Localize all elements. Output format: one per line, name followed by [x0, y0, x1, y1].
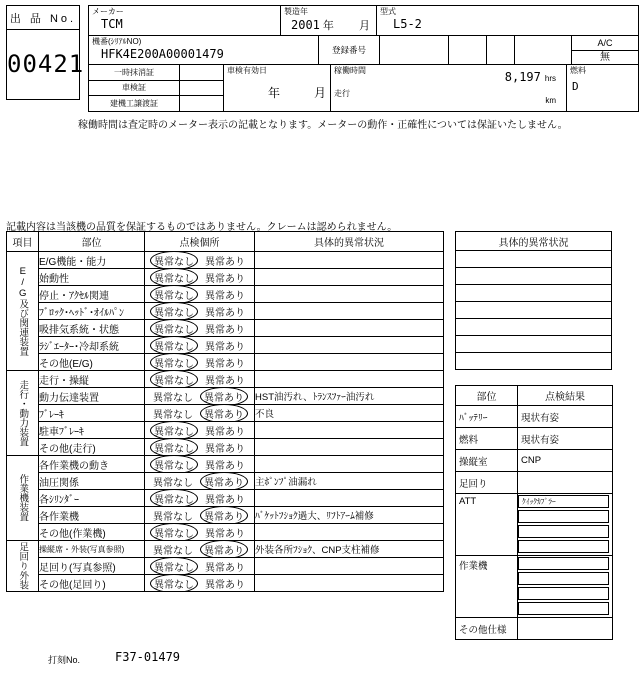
part-name: その他(作業機)	[39, 524, 145, 541]
check-cell	[145, 507, 255, 524]
shaken-cell	[223, 64, 331, 112]
inspection-row	[7, 371, 444, 388]
inspection-row	[7, 320, 444, 337]
inspection-row	[7, 473, 444, 490]
part-name: その他(足回り)	[39, 575, 145, 592]
part-name: 動力伝達装置	[39, 388, 145, 405]
result-row	[456, 494, 613, 556]
detail-status-row	[456, 336, 612, 353]
check-options	[145, 576, 254, 591]
group-label: 走行・動力装置	[7, 371, 39, 456]
col-header-check: 点検個所	[145, 232, 255, 252]
exhibit-number-value: 00421	[7, 50, 85, 78]
ac-cell	[571, 35, 639, 65]
detail-status-row	[456, 268, 612, 285]
detail-status-body	[456, 251, 612, 370]
status-ng-label: 異常あり	[205, 426, 245, 438]
check-options	[145, 389, 254, 404]
serial-label: 機番(ｼﾘｱﾙNO)	[92, 37, 142, 46]
result-box	[518, 557, 609, 570]
status-ng-label: 異常あり	[205, 443, 245, 455]
check-cell	[145, 575, 255, 592]
shaken-year-unit: 年	[267, 86, 280, 100]
inspection-row	[7, 303, 444, 320]
check-cell	[145, 422, 255, 439]
meter-note: 稼働時間は査定時のメーター表示の記載となります。メーターの動作・正確性については保証いたしません。	[78, 120, 568, 131]
inspection-row	[7, 439, 444, 456]
check-options	[145, 270, 254, 285]
check-options	[145, 304, 254, 319]
inspection-row	[7, 388, 444, 405]
status-ok-label: 異常なし	[150, 490, 198, 507]
group-label: 作業機装置	[7, 456, 39, 541]
check-options	[145, 287, 254, 302]
registration-box-4	[514, 35, 572, 65]
result-value	[518, 618, 613, 640]
check-options	[145, 321, 254, 336]
status-ok-label: 異常なし	[150, 252, 198, 269]
result-part: ATT	[456, 494, 518, 556]
result-boxes	[518, 556, 613, 618]
status-ng-label: 異常あり	[205, 528, 245, 540]
status-ng-label: 異常あり	[205, 273, 245, 285]
remark: 不良	[255, 405, 444, 422]
status-ng-label: 異常あり	[200, 541, 248, 558]
detail-status-row	[456, 302, 612, 319]
check-cell	[145, 541, 255, 558]
quality-note: 記載内容は当該機の品質を保証するものではありません。クレームは認められません。	[6, 222, 398, 233]
result-part: 燃料	[456, 428, 518, 450]
registration-box-1	[379, 35, 449, 65]
mfg-year-cell	[280, 5, 377, 36]
check-options	[145, 372, 254, 387]
result-value	[518, 472, 613, 494]
detail-status-row	[456, 353, 612, 370]
status-ok-label: 異常なし	[150, 422, 198, 439]
remark	[255, 371, 444, 388]
inspection-row	[7, 541, 444, 558]
status-ok-label: 異常なし	[153, 409, 193, 421]
remark: 主ﾎﾟﾝﾌﾟ油漏れ	[255, 473, 444, 490]
remark	[255, 303, 444, 320]
result-row	[456, 406, 613, 428]
remark	[255, 337, 444, 354]
check-options	[145, 355, 254, 370]
remark: ﾊﾞｹｯﾄﾌｼｮｸ過大、ﾘﾌﾄｱｰﾑ補修	[255, 507, 444, 524]
result-col-part: 部位	[456, 386, 518, 406]
result-box	[518, 525, 609, 538]
result-value: CNP	[518, 450, 613, 472]
cert-row-label: 車検証	[89, 80, 180, 96]
detail-status-cell	[456, 353, 612, 370]
status-ng-label: 異常あり	[205, 256, 245, 268]
status-ok-label: 異常なし	[150, 337, 198, 354]
detail-status-row	[456, 285, 612, 302]
result-value: 現状有姿	[518, 428, 613, 450]
status-ok-label: 異常なし	[150, 439, 198, 456]
check-options	[145, 338, 254, 353]
status-ng-label: 異常あり	[205, 324, 245, 336]
part-name: ﾌﾞﾚｰｷ	[39, 405, 145, 422]
part-name: 走行・操縦	[39, 371, 145, 388]
check-options	[145, 508, 254, 523]
check-cell	[145, 320, 255, 337]
result-part: 操縦室	[456, 450, 518, 472]
remark	[255, 456, 444, 473]
group-label: E/G及び関連装置	[7, 252, 39, 371]
result-value: 現状有姿	[518, 406, 613, 428]
check-cell	[145, 286, 255, 303]
check-cell	[145, 456, 255, 473]
model-cell	[376, 5, 639, 36]
status-ok-label: 異常なし	[150, 286, 198, 303]
check-cell	[145, 558, 255, 575]
check-options	[145, 457, 254, 472]
remark	[255, 286, 444, 303]
remark	[255, 439, 444, 456]
model-label: 型式	[380, 7, 396, 16]
check-cell	[145, 405, 255, 422]
part-name: 各ｼﾘﾝﾀﾞｰ	[39, 490, 145, 507]
result-part: 作業機	[456, 556, 518, 618]
detail-status-row	[456, 319, 612, 336]
check-cell	[145, 473, 255, 490]
part-name: E/G機能・能力	[39, 252, 145, 269]
check-options	[145, 253, 254, 268]
travel-label: 走行	[334, 89, 350, 98]
check-cell	[145, 490, 255, 507]
part-name: 各作業機の動き	[39, 456, 145, 473]
status-ng-label: 異常あり	[205, 562, 245, 574]
hours-value: 8,197	[504, 69, 541, 84]
status-ok-label: 異常なし	[153, 477, 193, 489]
fuel-cell	[566, 64, 639, 112]
ac-value: 無	[600, 52, 610, 63]
status-ok-label: 異常なし	[150, 320, 198, 337]
check-options	[145, 474, 254, 489]
remark	[255, 422, 444, 439]
status-ng-label: 異常あり	[200, 405, 248, 422]
check-options	[145, 406, 254, 421]
result-row	[456, 450, 613, 472]
check-options	[145, 491, 254, 506]
status-ng-label: 異常あり	[205, 460, 245, 472]
result-boxes	[518, 494, 613, 556]
check-cell	[145, 303, 255, 320]
remark	[255, 490, 444, 507]
fuel-label: 燃料	[570, 66, 586, 75]
status-ng-label: 異常あり	[205, 494, 245, 506]
detail-status-cell	[456, 251, 612, 268]
status-ok-label: 異常なし	[150, 575, 198, 592]
status-ng-label: 異常あり	[205, 341, 245, 353]
mfg-month-unit: 月	[359, 20, 370, 32]
status-ng-label: 異常あり	[200, 507, 248, 524]
result-row	[456, 428, 613, 450]
part-name: ﾌﾞﾛｯｸ･ﾍｯﾄﾞ･ｵｲﾙﾊﾟﾝ	[39, 303, 145, 320]
remark: 外装各所ﾌｼｮｸ、CNP支柱補修	[255, 541, 444, 558]
col-header-item: 項目	[7, 232, 39, 252]
result-box	[518, 602, 609, 615]
remark	[255, 320, 444, 337]
part-name: その他(走行)	[39, 439, 145, 456]
serial-value: HFK4E200A00001479	[101, 47, 224, 61]
inspection-row	[7, 269, 444, 286]
result-part: その他仕様	[456, 618, 518, 640]
check-cell	[145, 371, 255, 388]
serial-cell	[88, 35, 319, 65]
status-ng-label: 異常あり	[205, 307, 245, 319]
hours-unit: hrs	[544, 74, 556, 83]
part-name: その他(E/G)	[39, 354, 145, 371]
exhibit-number-box	[6, 5, 85, 100]
inspection-row	[7, 286, 444, 303]
check-options	[145, 440, 254, 455]
detail-status-cell	[456, 302, 612, 319]
result-part: 足回り	[456, 472, 518, 494]
registration-number-label: 登録番号	[331, 45, 366, 55]
status-ng-label: 異常あり	[205, 358, 245, 370]
status-ok-label: 異常なし	[153, 545, 193, 557]
part-name: 操縦席・外装(写真参照)	[39, 541, 145, 558]
hours-label: 稼働時間	[334, 66, 366, 75]
mfg-year-label: 製造年	[284, 7, 308, 16]
result-row	[456, 556, 613, 618]
inspection-table	[6, 231, 444, 592]
check-cell	[145, 388, 255, 405]
ac-label: A/C	[572, 36, 638, 51]
result-part: ﾊﾞｯﾃﾘｰ	[456, 406, 518, 428]
registration-number-cell	[318, 35, 380, 65]
remark: HST油汚れ、ﾄﾗﾝｽﾌｧｰ油汚れ	[255, 388, 444, 405]
check-cell	[145, 269, 255, 286]
shaken-label: 車検有効日	[227, 66, 267, 75]
col-header-part: 部位	[39, 232, 145, 252]
inspection-body	[7, 252, 444, 592]
status-ok-label: 異常なし	[150, 558, 198, 575]
check-cell	[145, 439, 255, 456]
cert-row-value	[180, 65, 224, 81]
detail-status-header: 具体的異常状況	[456, 232, 612, 251]
inspection-row	[7, 422, 444, 439]
result-box: ｸｲｯｸｶﾌﾟﾗｰ	[518, 495, 609, 508]
part-name: 吸排気系統・状態	[39, 320, 145, 337]
stamp-no-value: F37-01479	[115, 650, 181, 664]
certificates-table	[88, 64, 224, 112]
maker-cell	[88, 5, 281, 36]
status-ng-label: 異常あり	[205, 579, 245, 591]
col-header-detail: 具体的異常状況	[255, 232, 444, 252]
result-box	[518, 510, 609, 523]
check-cell	[145, 354, 255, 371]
inspection-row	[7, 524, 444, 541]
model-value: L5-2	[393, 17, 422, 31]
part-name: ﾗｼﾞｴｰﾀｰ･冷却系統	[39, 337, 145, 354]
stamp-no-label: 打刻No.	[48, 655, 81, 665]
inspection-row	[7, 405, 444, 422]
result-box	[518, 540, 609, 553]
part-name: 油圧関係	[39, 473, 145, 490]
status-ok-label: 異常なし	[150, 303, 198, 320]
status-ok-label: 異常なし	[150, 354, 198, 371]
inspection-row	[7, 252, 444, 269]
result-box	[518, 572, 609, 585]
status-ng-label: 異常あり	[205, 375, 245, 387]
check-result-body	[456, 406, 613, 640]
exhibit-number-label: 出 品 No.	[7, 6, 79, 30]
detail-status-cell	[456, 268, 612, 285]
result-row	[456, 618, 613, 640]
detail-status-cell	[456, 285, 612, 302]
cert-row-label: 建機工譲渡証	[89, 96, 180, 112]
maker-label: メーカー	[92, 7, 124, 16]
status-ok-label: 異常なし	[150, 524, 198, 541]
cert-row-label: 一時抹消証	[89, 65, 180, 81]
inspection-row	[7, 558, 444, 575]
travel-unit: km	[545, 95, 556, 105]
inspection-row	[7, 354, 444, 371]
check-result-table	[455, 385, 613, 640]
mfg-year-value: 2001	[291, 18, 320, 32]
status-ok-label: 異常なし	[153, 511, 193, 523]
remark	[255, 354, 444, 371]
status-ng-label: 異常あり	[200, 388, 248, 405]
result-row	[456, 472, 613, 494]
part-name: 駐車ﾌﾞﾚｰｷ	[39, 422, 145, 439]
inspection-row	[7, 456, 444, 473]
detail-status-table	[455, 231, 612, 370]
detail-status-cell	[456, 319, 612, 336]
cert-row-value	[180, 96, 224, 112]
status-ng-label: 異常あり	[205, 290, 245, 302]
check-cell	[145, 524, 255, 541]
inspection-row	[7, 490, 444, 507]
remark	[255, 252, 444, 269]
inspection-row	[7, 337, 444, 354]
status-ok-label: 異常なし	[153, 392, 193, 404]
check-options	[145, 423, 254, 438]
registration-box-2	[448, 35, 487, 65]
inspection-row	[7, 575, 444, 592]
fuel-value: D	[572, 80, 579, 93]
check-options	[145, 542, 254, 557]
hours-travel-cell	[330, 64, 567, 112]
status-ok-label: 異常なし	[150, 269, 198, 286]
remark	[255, 269, 444, 286]
mfg-year-unit: 年	[322, 20, 334, 32]
detail-status-cell	[456, 336, 612, 353]
detail-status-row	[456, 251, 612, 268]
part-name: 停止・ｱｸｾﾙ関連	[39, 286, 145, 303]
maker-value: TCM	[101, 17, 123, 31]
remark	[255, 558, 444, 575]
registration-box-3	[486, 35, 515, 65]
check-options	[145, 559, 254, 574]
group-label: 足回り外装	[7, 541, 39, 592]
check-options	[145, 525, 254, 540]
check-cell	[145, 252, 255, 269]
part-name: 足回り(写真参照)	[39, 558, 145, 575]
cert-row-value	[180, 80, 224, 96]
status-ng-label: 異常あり	[200, 473, 248, 490]
result-box	[518, 587, 609, 600]
status-ok-label: 異常なし	[150, 456, 198, 473]
inspection-row	[7, 507, 444, 524]
check-cell	[145, 337, 255, 354]
shaken-month-unit: 月	[313, 86, 326, 100]
part-name: 始動性	[39, 269, 145, 286]
result-col-result: 点検結果	[518, 386, 613, 406]
remark	[255, 575, 444, 592]
remark	[255, 524, 444, 541]
part-name: 各作業機	[39, 507, 145, 524]
status-ok-label: 異常なし	[150, 371, 198, 388]
